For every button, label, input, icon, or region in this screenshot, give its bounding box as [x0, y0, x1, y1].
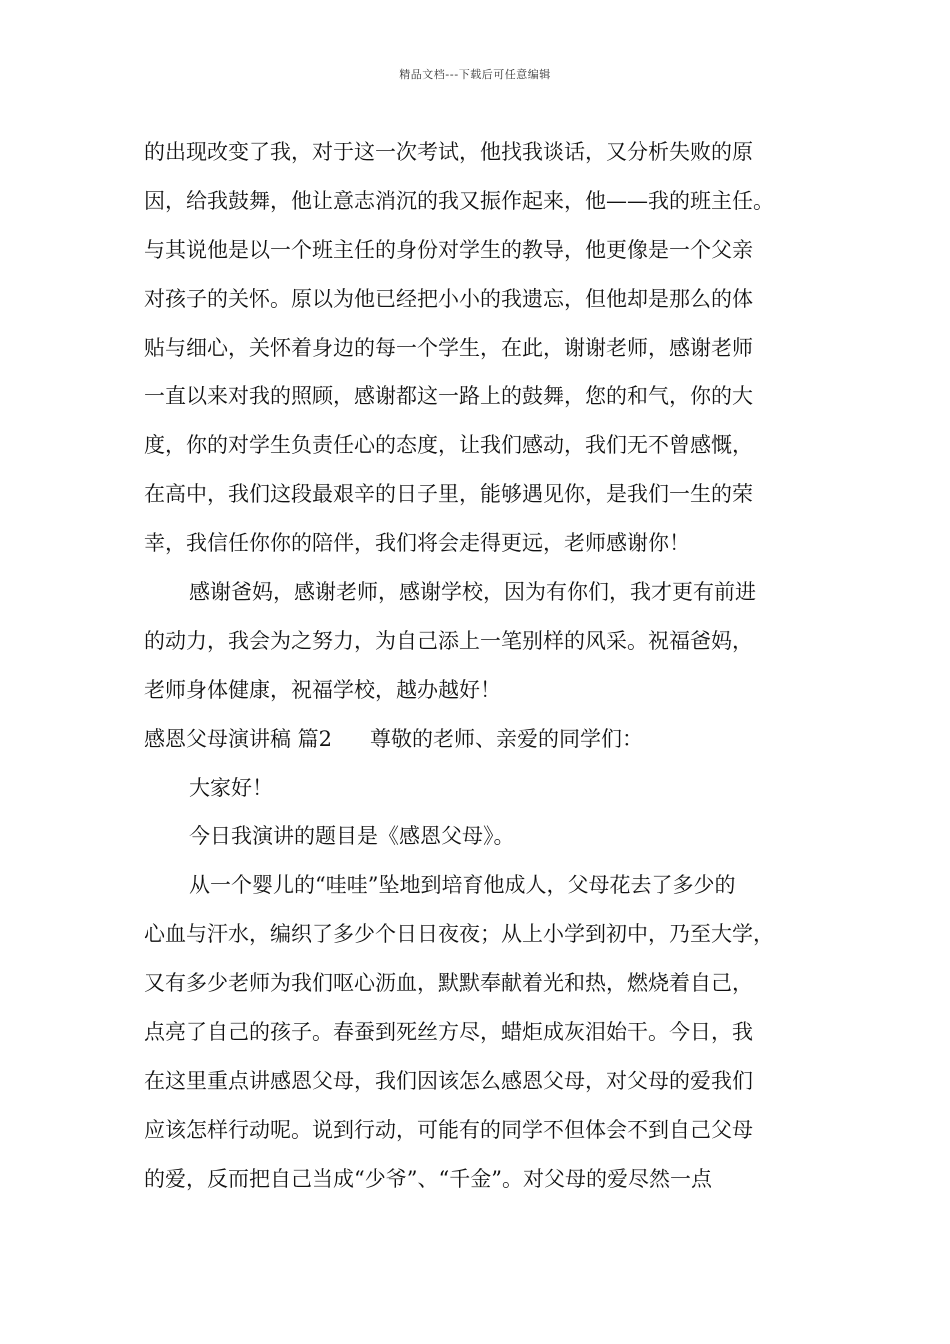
- text-line: 点亮了自己的孩子。春蚕到死丝方尽，蜡炬成灰泪始干。今日，我: [144, 1020, 753, 1045]
- text-line: 老师身体健康，祝福学校，越办越好！: [144, 677, 501, 702]
- text-line: 在高中，我们这段最艰辛的日子里，能够遇见你，是我们一生的荣: [144, 482, 753, 507]
- document-body: [144, 128, 834, 1204]
- text-line: 心血与汗水，编织了多少个日日夜夜；从上小学到初中，乃至大学，: [144, 922, 774, 947]
- text-line: 贴与细心，关怀着身边的每一个学生，在此，谢谢老师，感谢老师: [144, 335, 753, 360]
- text-line: 又有多少老师为我们呕心沥血，默默奉献着光和热，燃烧着自己，: [144, 971, 753, 996]
- paragraph-start-line: 今日我演讲的题目是《感恩父母》。: [189, 824, 515, 849]
- text-line: 应该怎样行动呢。说到行动，可能有的同学不但体会不到自己父母: [144, 1117, 753, 1142]
- text-line: 的爱，反而把自己当成“少爷”、“千金”。对父母的爱尽然一点: [144, 1166, 712, 1191]
- text-line: 度，你的对学生负责任心的态度，让我们感动，我们无不曾感慨，: [144, 433, 753, 458]
- text-line: 在这里重点讲感恩父母，我们因该怎么感恩父母，对父母的爱我们: [144, 1068, 753, 1093]
- text-line: 对孩子的关怀。原以为他已经把小小的我遗忘，但他却是那么的体: [144, 286, 753, 311]
- page-header: 精品文档---下载后可任意编辑: [399, 68, 551, 81]
- text-line: 因，给我鼓舞，他让意志消沉的我又振作起来，他——我的班主任。: [144, 188, 774, 213]
- text-line: 的动力，我会为之努力，为自己添上一笔别样的风采。祝福爸妈，: [144, 628, 753, 653]
- greeting-line: 大家好！: [189, 775, 273, 800]
- section-greeting: 尊敬的老师、亲爱的同学们：: [370, 726, 644, 751]
- text-line: 一直以来对我的照顾，感谢都这一路上的鼓舞，您的和气，你的大: [144, 384, 753, 409]
- section-heading-line: [144, 715, 834, 764]
- paragraph-start-line: 从一个婴儿的“哇哇”坠地到培育他成人，父母花去了多少的: [189, 873, 736, 898]
- text-line: 的出现改变了我，对于这一次考试，他找我谈话，又分析失败的原: [144, 140, 753, 164]
- text-line: 与其说他是以一个班主任的身份对学生的教导，他更像是一个父亲: [144, 237, 753, 262]
- paragraph-start-line: 感谢爸妈，感谢老师，感谢学校，因为有你们，我才更有前进: [189, 580, 756, 605]
- text-line: 幸，我信任你你的陪伴，我们将会走得更远，老师感谢你！: [144, 531, 690, 556]
- section-title: 感恩父母演讲稿 篇2: [144, 726, 333, 751]
